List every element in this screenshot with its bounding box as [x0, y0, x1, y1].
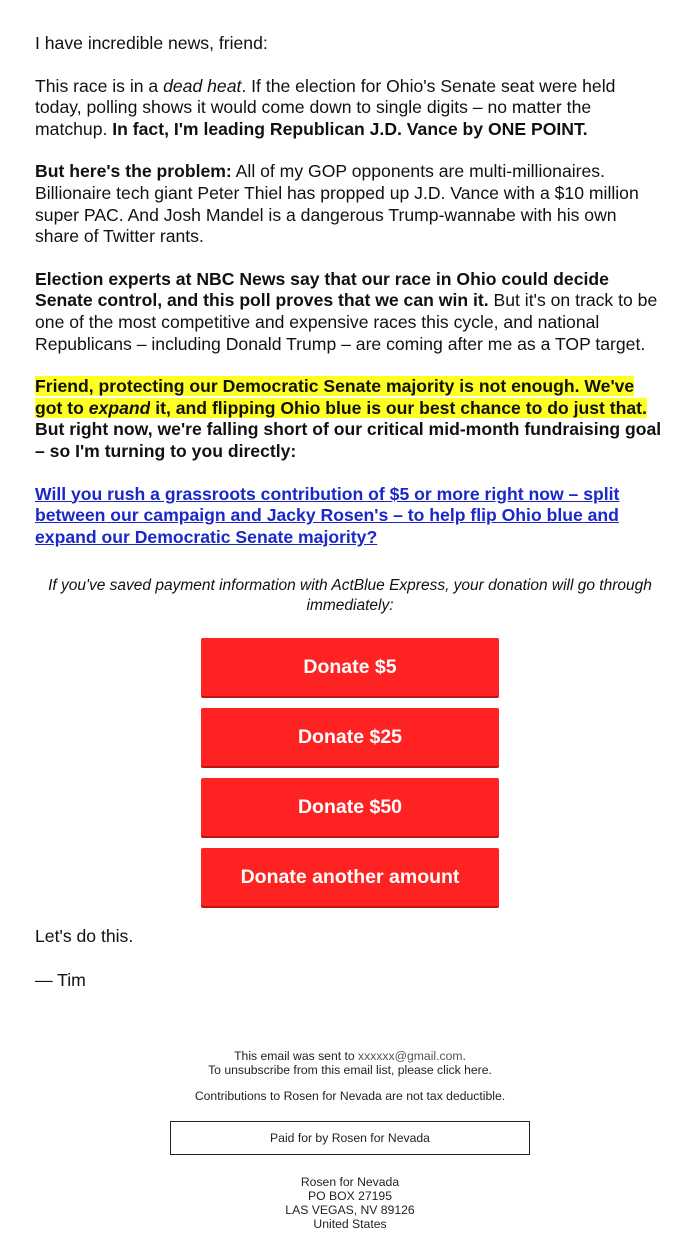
actblue-express-note: If you've saved payment information with ActBlue Express, your donation will go through immediately:: [48, 577, 652, 615]
paragraph-election-experts: [35, 269, 665, 355]
recipient-address: xxxxxx@gmail.com: [358, 1049, 463, 1064]
cta-paragraph: [35, 484, 665, 549]
p2-bold: But here's the problem:: [35, 161, 232, 182]
donate-buttons: [35, 634, 665, 906]
unsubscribe-suffix: .: [488, 1063, 492, 1078]
signature: — Tim: [35, 969, 86, 990]
p1-text-2: . If the election for Ohio's Senate seat were held today, polling shows it would come down to single digits – no matter the matchup.: [35, 75, 616, 139]
greeting: I have incredible news, friend:: [35, 33, 268, 53]
unsubscribe-prefix: To unsubscribe from this email list, please: [208, 1063, 438, 1078]
p4-highlight-2: it, and flipping Ohio blue is our best chance to do just that.: [150, 397, 647, 418]
address-line-1: PO BOX 27195: [307, 1189, 392, 1204]
p3-text: But it's on track to be one of the most competitive and expensive races this cycle, and national Republicans – including Donald Trump – are coming after me as a TOP target.: [35, 290, 658, 354]
paragraph-highlight: [35, 376, 665, 462]
mailing-address: [0, 1175, 700, 1231]
tax-note: Contributions to Rosen for Nevada are not tax deductible.: [194, 1089, 506, 1104]
p2-text: All of my GOP opponents are multi-millionaires. Billionaire tech giant Peter Thiel has propped up J.D. Vance with a $10 million super PAC. And Josh Mandel is a dangerous Trump-wannabe with his own share of Twitter rants.: [35, 161, 639, 247]
address-line-2: LAS VEGAS, NV 89126: [285, 1203, 415, 1218]
contribution-link[interactable]: Will you rush a grassroots contribution of $5 or more right now – split between our campaign and Jacky Rosen's – to help flip Ohio blue and expand our Democratic Senate majority?: [35, 483, 620, 547]
closing-line: Let's do this.: [35, 926, 134, 947]
p4-text: But right now, we're falling short of our critical mid-month fundraising goal – so I'm turning to you directly:: [35, 419, 662, 461]
paragraph-dead-heat: [35, 76, 665, 141]
sent-to-line: [0, 1049, 700, 1063]
donate-25-button[interactable]: Donate $25: [201, 708, 499, 766]
unsubscribe-link[interactable]: click here: [437, 1063, 489, 1078]
email-body: [35, 0, 665, 991]
donate-5-button[interactable]: Donate $5: [201, 638, 499, 696]
p4-highlight-1: Friend, protecting our Democratic Senate majority is not enough. We've got to: [35, 376, 635, 418]
p4-bold: [35, 376, 661, 461]
unsubscribe-line: [0, 1063, 700, 1077]
paid-for-box: Paid for by Rosen for Nevada: [170, 1121, 530, 1155]
p3-bold: Election experts at NBC News say that our race in Ohio could decide Senate control, and this poll proves that we can win it.: [35, 268, 609, 311]
paragraph-problem: [35, 161, 665, 247]
sent-to-prefix: This email was sent to: [234, 1049, 359, 1064]
signoff: [35, 926, 665, 991]
p4-highlight-emphasis: expand: [88, 397, 151, 418]
address-country: United States: [313, 1217, 387, 1232]
p1-text-1: This race is in a: [35, 75, 164, 96]
sent-to-suffix: .: [462, 1049, 466, 1064]
address-name: Rosen for Nevada: [300, 1175, 400, 1190]
donate-50-button[interactable]: Donate $50: [201, 778, 499, 836]
email-footer: [0, 1049, 700, 1231]
p1-bold: In fact, I'm leading Republican J.D. Vance by ONE POINT.: [112, 118, 588, 139]
p1-emphasis: dead heat: [163, 75, 242, 96]
donate-other-amount-button[interactable]: Donate another amount: [201, 848, 499, 906]
